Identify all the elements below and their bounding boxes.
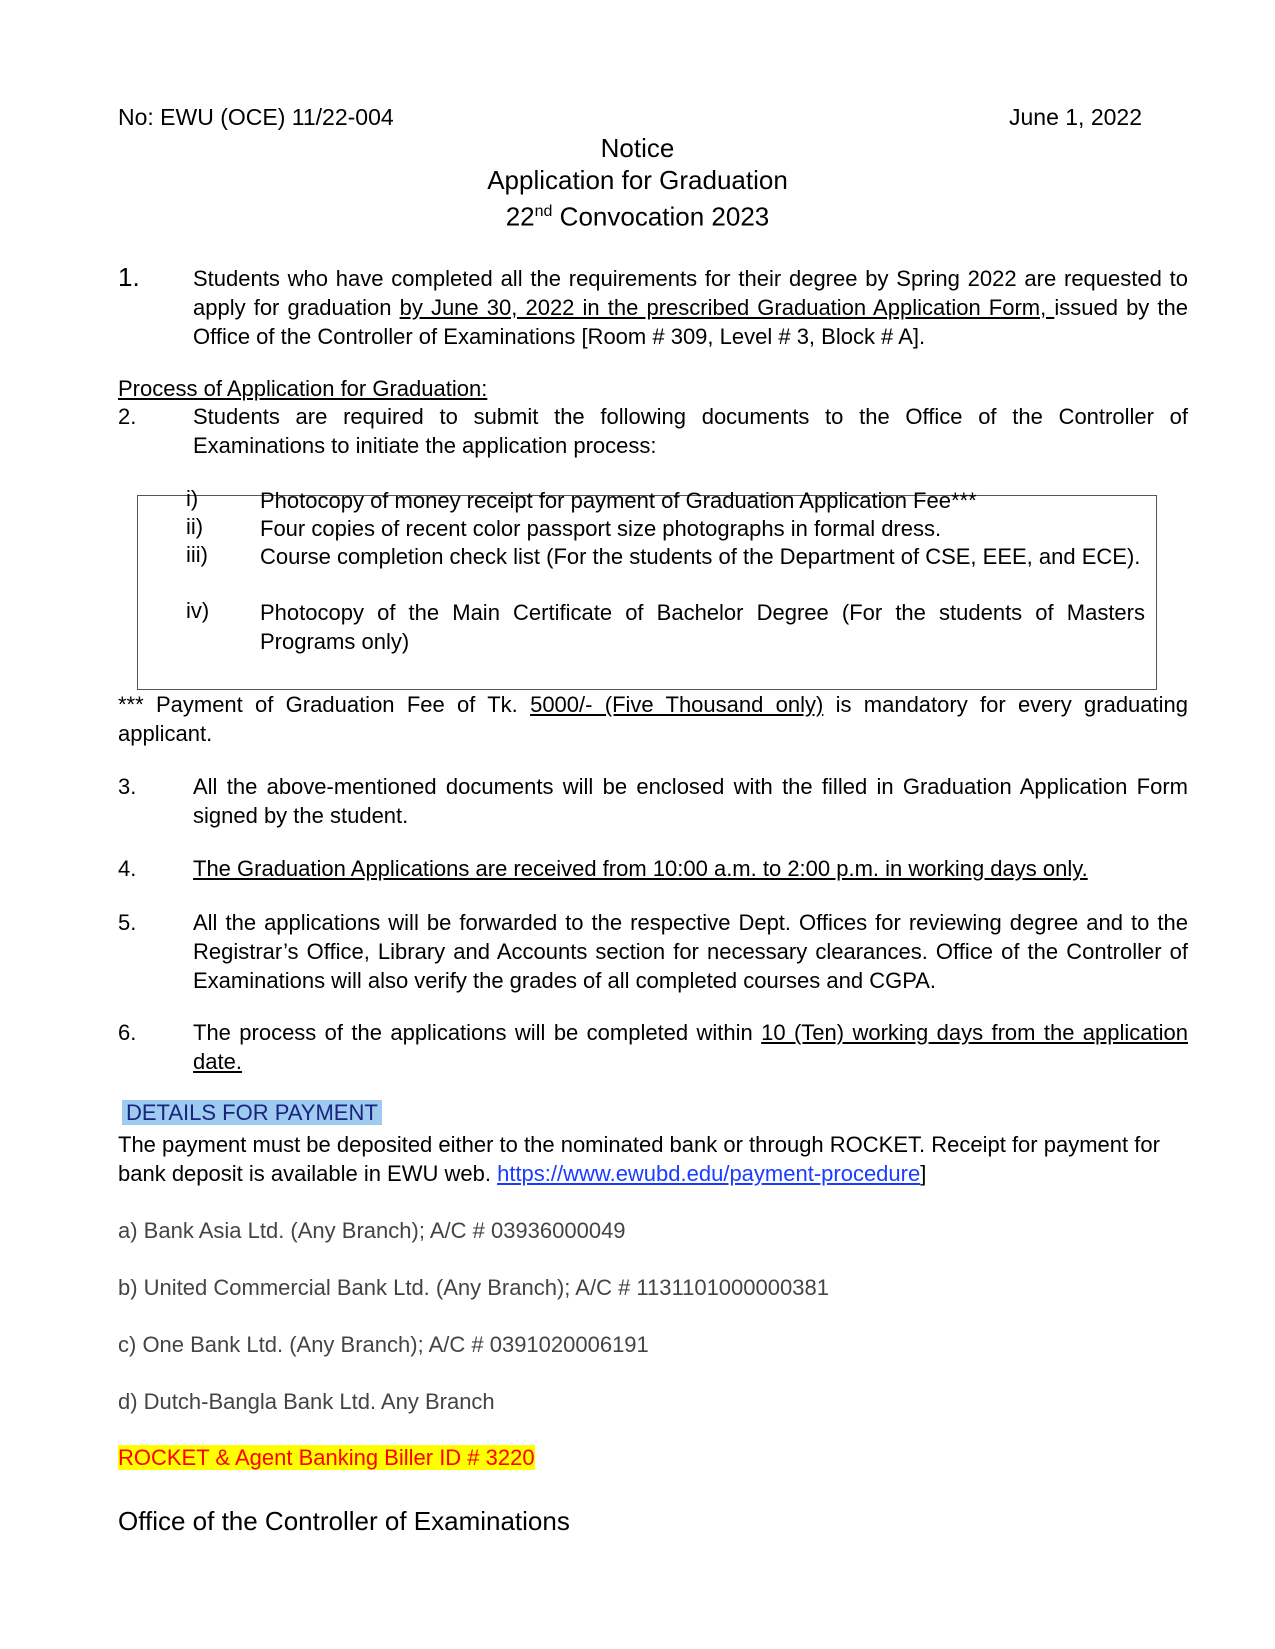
- doc-4-text: Photocopy of the Main Certificate of Bachelor Degree (For the students of Masters Programs only): [260, 600, 1145, 654]
- signature: Office of the Controller of Examinations: [118, 1506, 570, 1536]
- notice-date: June 1, 2022: [1008, 104, 1142, 130]
- reference-number: No: EWU (OCE) 11/22-004: [118, 104, 394, 130]
- bank-b: b) United Commercial Bank Ltd. (Any Branch); A/C # 1131101000000381: [118, 1275, 829, 1300]
- fee-note: [118, 690, 1188, 748]
- item-1-deadline: by June 30, 2022 in the prescribed Graduation Application Form,: [399, 295, 1055, 320]
- notice-title: Notice: [600, 133, 675, 163]
- payment-text: [118, 1130, 1188, 1188]
- item-1-part-b: issued by the Office of the Controller of Examinations [Room # 309, Level # 3, Block # A].: [193, 295, 1189, 349]
- doc-4-number: iv): [186, 598, 210, 623]
- fee-amount: 5000/- (Five Thousand only): [530, 692, 824, 717]
- item-1-part-a: Students who have completed all the requirements for their degree by Spring 2022 are requested to apply for graduation: [193, 266, 1188, 320]
- bank-c: c) One Bank Ltd. (Any Branch); A/C # 0391020006191: [118, 1332, 649, 1357]
- payment-description: The payment must be deposited either to the nominated bank or through ROCKET. Receipt for payment for bank deposit is available in EWU web.: [118, 1132, 1160, 1186]
- item-3-number: 3.: [118, 774, 137, 799]
- payment-bracket: ]: [920, 1161, 927, 1186]
- item-3-text: All the above-mentioned documents will be enclosed with the filled in Graduation Application Form signed by the student.: [193, 774, 1188, 828]
- item-4-number: 4.: [118, 856, 137, 881]
- item-6-text: [193, 1018, 1188, 1076]
- payment-procedure-link[interactable]: https://www.ewubd.edu/payment-procedure: [497, 1161, 921, 1186]
- item-1-number: 1.: [118, 262, 140, 292]
- rocket-biller-id: ROCKET & Agent Banking Biller ID # 3220: [118, 1445, 535, 1470]
- bank-d: d) Dutch-Bangla Bank Ltd. Any Branch: [118, 1389, 495, 1414]
- bank-a: a) Bank Asia Ltd. (Any Branch); A/C # 03936000049: [118, 1218, 626, 1243]
- doc-2-text: Four copies of recent color passport size photographs in formal dress.: [260, 516, 942, 541]
- fee-note-b: is mandatory for every graduating applicant.: [118, 692, 1188, 746]
- doc-3-text: Course completion check list (For the students of the Department of CSE, EEE, and ECE).: [260, 544, 1141, 569]
- item-6-duration: 10 (Ten) working days from the application date.: [193, 1020, 1188, 1074]
- convocation-number: 22: [505, 201, 535, 232]
- notice-subtitle: Application for Graduation: [487, 165, 788, 195]
- item-6-part-a: The process of the applications will be completed within: [193, 1020, 762, 1045]
- process-heading: Process of Application for Graduation:: [118, 376, 488, 401]
- convocation-text: Convocation 2023: [552, 201, 770, 232]
- item-6-number: 6.: [118, 1020, 137, 1045]
- item-2-number: 2.: [118, 404, 137, 429]
- fee-note-a: *** Payment of Graduation Fee of Tk.: [118, 692, 531, 717]
- item-1-text: [193, 264, 1188, 351]
- item-5-text: All the applications will be forwarded to the respective Dept. Offices for reviewing degree and to the Registrar’s Office, Library and Accounts section for necessary clearances. Office of the Controller of Examinations will also verify the grades of all completed courses and CGPA.: [193, 910, 1188, 993]
- doc-2-number: ii): [186, 514, 204, 539]
- item-5-number: 5.: [118, 910, 137, 935]
- doc-3-number: iii): [186, 542, 208, 567]
- payment-heading: DETAILS FOR PAYMENT: [122, 1100, 382, 1126]
- item-2-text: Students are required to submit the following documents to the Office of the Controller of Examinations to initiate the application process:: [193, 404, 1188, 458]
- item-4-text: The Graduation Applications are received from 10:00 a.m. to 2:00 p.m. in working days only.: [193, 856, 1088, 881]
- convocation-ordinal: nd: [534, 203, 553, 220]
- doc-1-number: i): [186, 486, 199, 511]
- doc-1-text: Photocopy of money receipt for payment of Graduation Application Fee***: [260, 488, 977, 513]
- convocation-title: [0, 196, 1275, 233]
